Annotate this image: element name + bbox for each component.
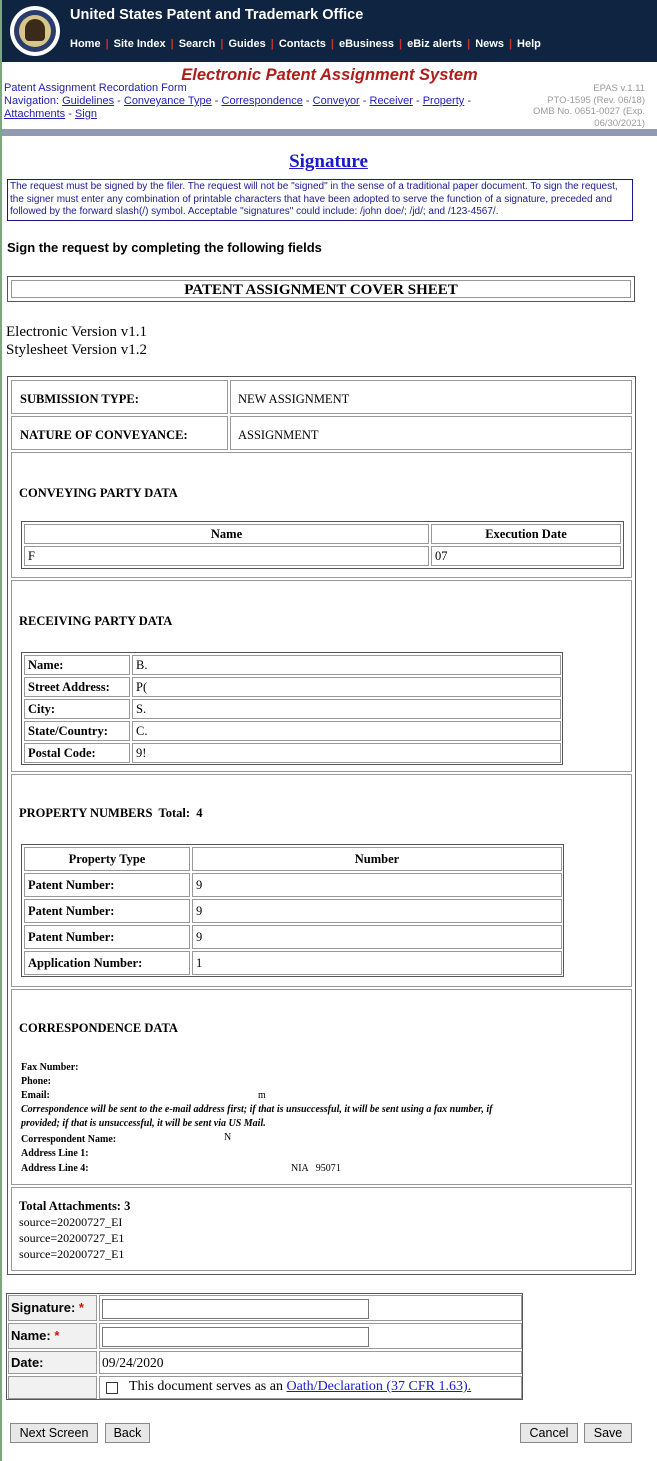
- nav-help[interactable]: Help: [517, 38, 541, 50]
- nav-guides[interactable]: Guides: [228, 38, 266, 50]
- property-col-type: Property Type: [24, 847, 190, 871]
- address-line-4-value: NIA 95071: [291, 1163, 341, 1174]
- submission-type-value: NEW ASSIGNMENT: [230, 380, 632, 414]
- property-numbers-table: [21, 844, 564, 977]
- conveying-party-name: F: [24, 546, 429, 566]
- receiving-party-section: [11, 580, 632, 772]
- uspto-header: [2, 0, 657, 62]
- property-type: Application Number:: [24, 951, 190, 975]
- property-number: 9: [192, 925, 562, 949]
- property-numbers-heading: PROPERTY NUMBERS Total: 4: [19, 806, 203, 820]
- nav-news[interactable]: News: [475, 38, 504, 50]
- submission-type-label: SUBMISSION TYPE:: [11, 380, 228, 414]
- signature-label: Signature: *: [8, 1295, 97, 1321]
- next-screen-button[interactable]: Next Screen: [10, 1423, 98, 1443]
- address-line-1-label: Address Line 1:: [21, 1148, 89, 1159]
- fax-number-label: Fax Number:: [21, 1062, 79, 1073]
- cover-sheet-title: PATENT ASSIGNMENT COVER SHEET: [11, 280, 631, 298]
- date-label: Date:: [8, 1351, 97, 1374]
- nav-home[interactable]: Home: [70, 38, 101, 50]
- property-numbers-section: [11, 774, 632, 987]
- cancel-button[interactable]: Cancel: [520, 1423, 578, 1443]
- receiving-value: 9!: [132, 743, 561, 763]
- cover-sheet-table: [7, 376, 636, 1275]
- name-cell: [99, 1323, 522, 1349]
- electronic-version: Electronic Version v1.1: [6, 324, 147, 340]
- correspondence-heading: CORRESPONDENCE DATA: [19, 1021, 178, 1035]
- version-info: EPAS v.1.11 PTO-1595 (Rev. 06/18) OMB No. 0651-0027 (Exp. 06/30/2021): [533, 83, 645, 129]
- correspondence-note: Correspondence will be sent to the e-mail address first; if that is unsuccessful, it will be sent using a fax number, if provided; if that is unsuccessful, it will be sent via US Mail.: [21, 1104, 493, 1129]
- oath-cell: [99, 1376, 522, 1399]
- nav-sign[interactable]: Sign: [74, 107, 97, 120]
- receiving-value: B.: [132, 655, 561, 675]
- receiving-value: P(: [132, 677, 561, 697]
- property-type: Patent Number:: [24, 925, 190, 949]
- oath-text: This document serves as an: [129, 1379, 283, 1394]
- email-value: m: [258, 1090, 266, 1101]
- cover-sheet-header: [7, 276, 635, 302]
- email-label: Email:: [21, 1090, 50, 1101]
- receiving-label: Street Address:: [24, 677, 130, 697]
- property-type: Patent Number:: [24, 873, 190, 897]
- nav-prefix: Navigation:: [4, 95, 60, 107]
- epas-navigation: Navigation: Guidelines - Conveyance Type - Correspondence - Conveyor - Receiver - Property - Attachments - Sign: [4, 95, 471, 120]
- nav-property[interactable]: Property: [422, 95, 465, 107]
- top-nav: Home | Site Index | Search | Guides | Contacts | eBusiness | eBiz alerts | News | Help: [70, 38, 541, 50]
- attachment-item: source=20200727_E1: [19, 1247, 125, 1261]
- conveying-party-table: [21, 521, 624, 569]
- conveying-party-heading: CONVEYING PARTY DATA: [19, 486, 178, 500]
- date-value: 09/24/2020: [99, 1351, 522, 1374]
- oath-label-cell: [8, 1376, 97, 1399]
- nav-conveyor[interactable]: Conveyor: [312, 95, 360, 107]
- version-block: [6, 323, 147, 359]
- receiving-value: S.: [132, 699, 561, 719]
- nav-ebiz-alerts[interactable]: eBiz alerts: [407, 38, 463, 50]
- attachments-heading: Total Attachments: 3: [19, 1199, 131, 1213]
- nav-conveyance-type[interactable]: Conveyance Type: [123, 95, 212, 107]
- nav-site-index[interactable]: Site Index: [113, 38, 166, 50]
- nav-contacts[interactable]: Contacts: [278, 38, 326, 50]
- attachments-section: [11, 1187, 632, 1271]
- oath-declaration-link[interactable]: Oath/Declaration (37 CFR 1.63).: [286, 1379, 472, 1394]
- oath-checkbox[interactable]: [106, 1382, 118, 1394]
- nav-attachments[interactable]: Attachments: [4, 107, 66, 120]
- correspondent-name-value: N: [224, 1132, 232, 1143]
- property-col-number: Number: [192, 847, 562, 871]
- form-name: Patent Assignment Recordation Form: [4, 82, 187, 94]
- org-title: United States Patent and Trademark Office: [70, 7, 364, 23]
- nav-ebusiness[interactable]: eBusiness: [338, 38, 395, 50]
- page-title[interactable]: Signature: [289, 151, 368, 172]
- conveying-col-name: Name: [24, 524, 429, 544]
- nav-search[interactable]: Search: [178, 38, 216, 50]
- signature-input[interactable]: [102, 1299, 369, 1319]
- receiving-party-table: [21, 652, 563, 765]
- property-number: 1: [192, 951, 562, 975]
- receiving-label: Name:: [24, 655, 130, 675]
- signature-info-box: The request must be signed by the filer. The request will not be "signed" in the sense of a traditional paper document. To sign the request, the signer must enter any combination of printable characters that have been adopted to serve the function of a signature, preceded and followed by the forward slash(/) symbol. Acceptable "signatures" could include: /john doe/; /jd/; and /123-4567/.: [7, 179, 633, 221]
- receiving-label: City:: [24, 699, 130, 719]
- conveyance-label: NATURE OF CONVEYANCE:: [11, 416, 228, 450]
- correspondence-section: [11, 989, 632, 1185]
- receiving-party-heading: RECEIVING PARTY DATA: [19, 614, 173, 628]
- conveyance-value: ASSIGNMENT: [230, 416, 632, 450]
- conveying-col-date: Execution Date: [431, 524, 621, 544]
- epas-title: Electronic Patent Assignment System: [181, 66, 478, 84]
- left-border: [0, 0, 2, 1461]
- name-label: Name: *: [8, 1323, 97, 1349]
- correspondent-name-label: Correspondent Name:: [21, 1134, 117, 1145]
- signature-form: [6, 1293, 523, 1400]
- address-line-4-label: Address Line 4:: [21, 1163, 89, 1174]
- property-type: Patent Number:: [24, 899, 190, 923]
- conveying-party-date: 07: [431, 546, 621, 566]
- epas-header: [2, 62, 657, 128]
- receiving-label: State/Country:: [24, 721, 130, 741]
- nav-guidelines[interactable]: Guidelines: [62, 95, 115, 107]
- attachment-item: source=20200727_E1: [19, 1231, 125, 1245]
- receiving-value: C.: [132, 721, 561, 741]
- property-number: 9: [192, 899, 562, 923]
- conveying-party-section: [11, 452, 632, 578]
- phone-label: Phone:: [21, 1076, 51, 1087]
- attachment-item: source=20200727_EI: [19, 1215, 123, 1229]
- save-button[interactable]: Save: [584, 1423, 632, 1443]
- name-input[interactable]: [102, 1327, 369, 1347]
- property-number: 9: [192, 873, 562, 897]
- uspto-seal-logo[interactable]: [10, 6, 60, 56]
- nav-receiver[interactable]: Receiver: [369, 95, 413, 107]
- header-divider: [2, 129, 657, 136]
- receiving-label: Postal Code:: [24, 743, 130, 763]
- stylesheet-version: Stylesheet Version v1.2: [6, 342, 147, 358]
- sign-instruction: Sign the request by completing the following fields: [7, 240, 322, 255]
- signature-cell: [99, 1295, 522, 1321]
- back-button[interactable]: Back: [105, 1423, 150, 1443]
- nav-correspondence[interactable]: Correspondence: [221, 95, 303, 107]
- required-mark: *: [78, 1300, 84, 1315]
- required-mark: *: [54, 1328, 60, 1343]
